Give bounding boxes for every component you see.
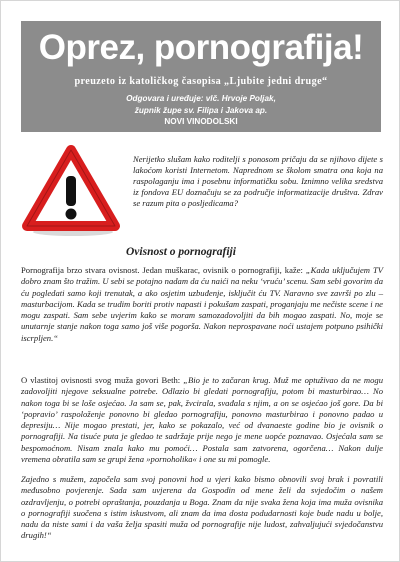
paragraph-3: Zajedno s mužem, započela sam svoj ponovni hod u vjeri kako bismo obnovili svoj brak i povratili međusobno povjerenje. Sada sam uvjerena da Gospodin od mene želi da svjedočim o našem ozdravljenju, o potrebi opraštanja, pouzdanja u Boga. Znam da nije svaka žena koja ima muža ovisnika o pornografiji suočena s istim iskustvom, ali znam da ima dosta podudarnosti koje bude nadu u bolje, nadu da niste sami i da vaša želja spasiti muža od pornografije nije ludost, zahvaljujući svjedočanstvu drugih!“ bbox=[21, 474, 383, 541]
page-title: Oprez, pornografija! bbox=[38, 28, 364, 67]
credit-line: NOVI VINODOLSKI bbox=[164, 117, 238, 126]
paragraph-1 bbox=[21, 265, 383, 344]
header-banner bbox=[21, 21, 381, 132]
paragraph-2 bbox=[21, 375, 383, 465]
paragraph-quote: „Kada uključujem TV dobro znam što tražim. U sebi se potajno nadam da ću naići na neku ‘vruću’ scenu. Sam sebi govorim da ću pogledati samo koji trenutak, a ako osjetim uzbuđenje, isključit ću TV. Naravno sve završi po zlu – masturbacijom. Kada se trudim boriti protiv napasti i pokušam zaspati, proganjaju me nečiste scene i ne mogu zaspati. Sam sebe uvjerim kako se moram samozadovoljiti da bih mogao zaspati. No, moje se unutarnje stanje nakon toga samo još više pogorša. Nakon neprospavane noći ustajem potpuno psihički iscrpljen.“ bbox=[21, 265, 383, 343]
credit-line: Odgovara i uređuje: vlč. Hrvoje Poljak, bbox=[126, 94, 276, 103]
paragraph-lead: Pornografija brzo stvara ovisnost. Jedan muškarac, ovisnik o pornografiji, kaže: bbox=[21, 265, 306, 275]
credits-block bbox=[21, 93, 381, 128]
paragraph-lead: O vlastitoj ovisnosti svog muža govori Beth: bbox=[21, 375, 184, 385]
paragraph-quote: „Bio je to začaran krug. Muž me optuživao da ne mogu zadovoljiti njegove seksualne potrebe. Odlazio bi gledati pornografiju, potom bi masturbirao… No nakon toga bi se loše osjećao. Ja sam se, pak, žvcirala, svađala s njim, a on se osjećao još gore. Da bi ‘popravio’ raspoloženje ponovno bi gledao pornografiju, ponovno masturbirao i ponovno padao u depresiju… Nije mogao prestati, jer, kako se pokazalo, već od dvanaeste godine bio je ovisnik o pornografiji. Na tisuće puta je gledao te sadržaje prije nego je mene uopće poznavao. Osjećala sam se bespomoćnom. Nisam znala kako mu pomoći… Postala sam zatvorena, ogorčena… Nakon dulje vremena obratila sam se grupi žena »pornoholika« i one su mi pomogle. bbox=[21, 375, 383, 465]
intro-paragraph: Nerijetko slušam kako roditelji s ponosom pričaju da se njihovo dijete s lakoćom koristi Internetom. Naprednom se školom smatra ona koja na raspolaganju ima i posebnu informatičku sobu. Iznimno velika sredstva iz fondova EU doznačuju se za područje informatizacije društva. Zdrav se razum pita o posljedicama? bbox=[133, 154, 383, 209]
section-heading: Ovisnost o pornografiji bbox=[126, 246, 236, 258]
warning-triangle-icon bbox=[21, 144, 121, 238]
source-subtitle: preuzeto iz katoličkog časopisa „Ljubite jedni druge“ bbox=[74, 76, 328, 87]
credit-line: župnik župe sv. Filipa i Jakova ap. bbox=[134, 105, 268, 115]
